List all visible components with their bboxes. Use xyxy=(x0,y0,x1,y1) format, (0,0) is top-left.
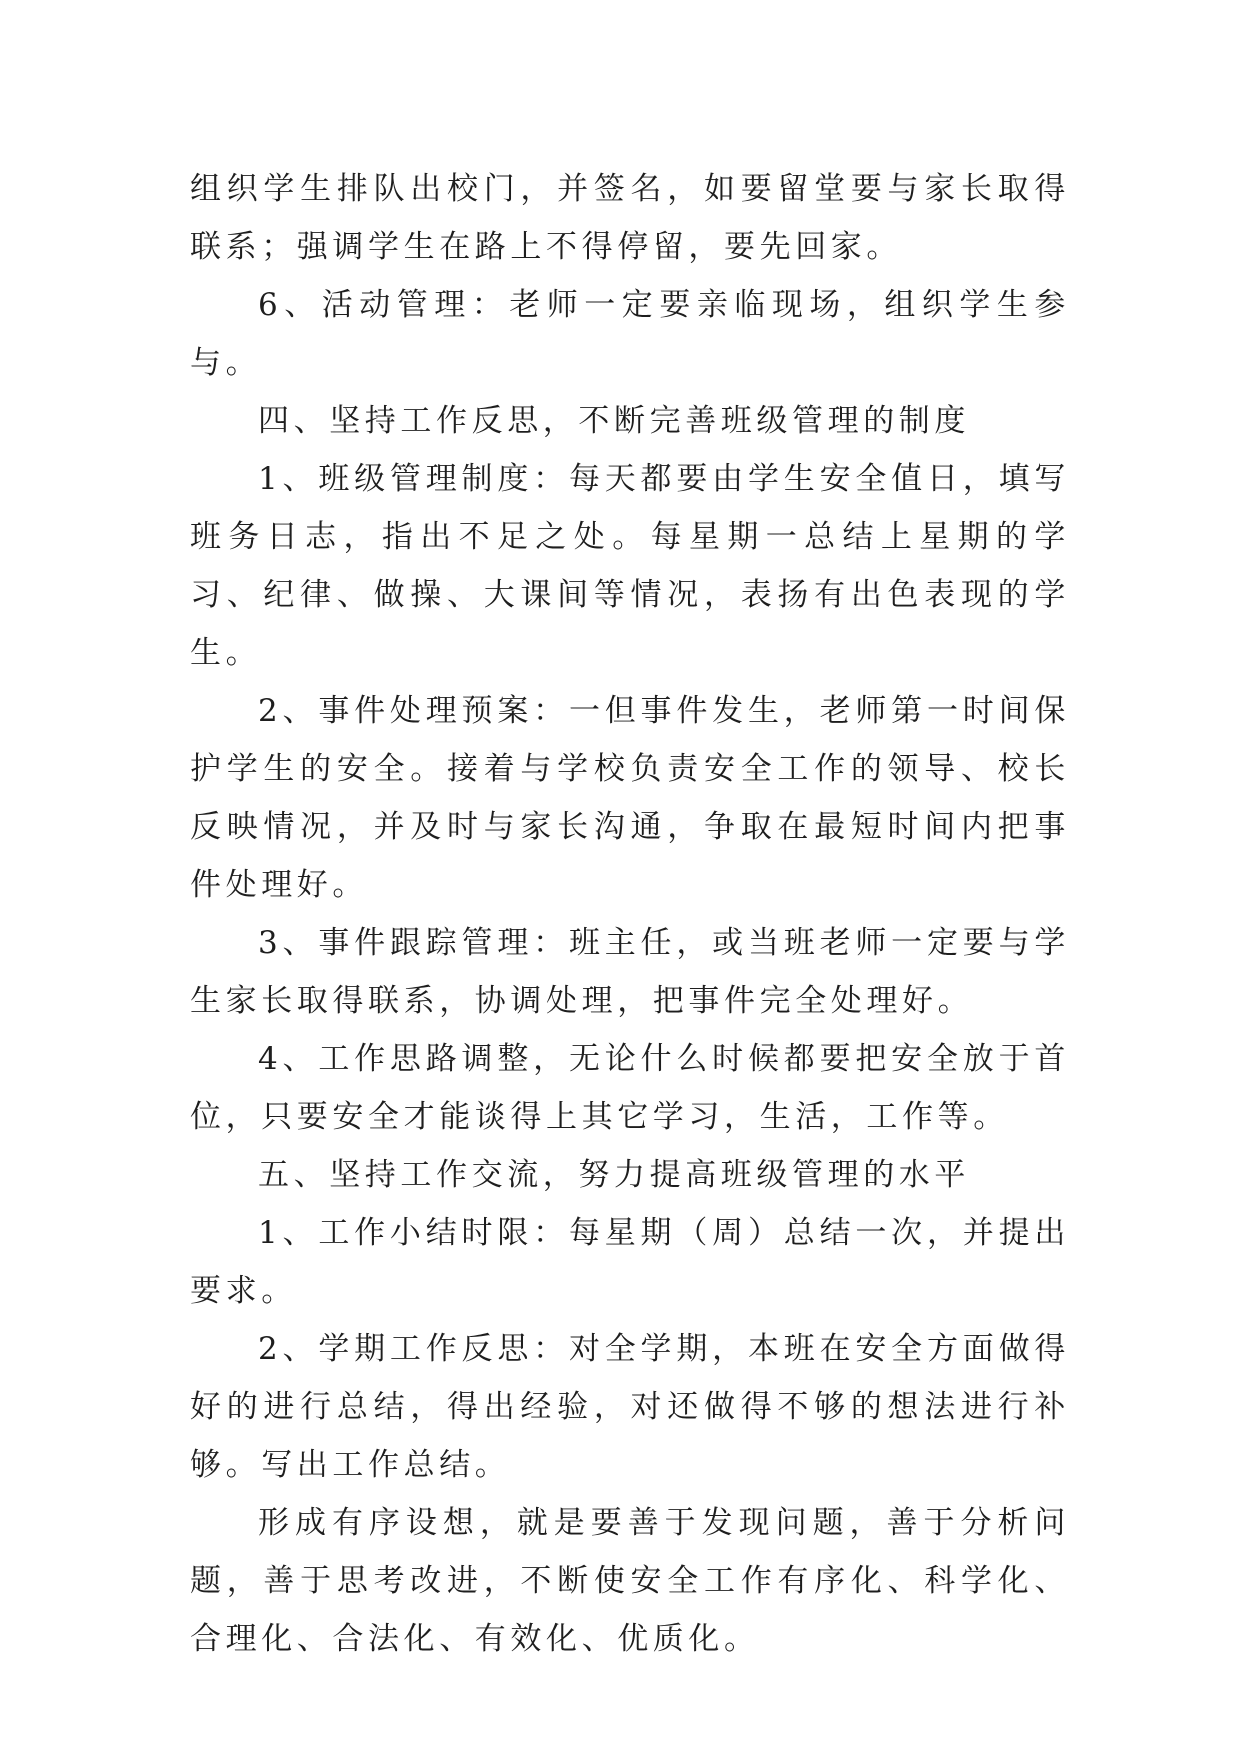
paragraph-2: 6、活动管理：老师一定要亲临现场，组织学生参与。 xyxy=(190,287,1070,381)
paragraph-5: 3、事件跟踪管理：班主任，或当班老师一定要与学生家长取得联系，协调处理，把事件完全处理好。 xyxy=(190,925,1070,1019)
paragraph-8: 2、学期工作反思：对全学期，本班在安全方面做得好的进行总结，得出经验，对还做得不够的想法进行补够。写出工作总结。 xyxy=(190,1331,1070,1483)
paragraph-9: 形成有序设想，就是要善于发现问题，善于分析问题，善于思考改进，不断使安全工作有序化、科学化、合理化、合法化、有效化、优质化。 xyxy=(190,1505,1070,1657)
paragraph-4: 2、事件处理预案：一但事件发生，老师第一时间保护学生的安全。接着与学校负责安全工作的领导、校长反映情况，并及时与家长沟通，争取在最短时间内把事件处理好。 xyxy=(190,693,1070,903)
paragraph-7: 1、工作小结时限：每星期（周）总结一次，并提出要求。 xyxy=(190,1215,1070,1309)
section-heading-5: 五、坚持工作交流，努力提高班级管理的水平 xyxy=(258,1157,970,1193)
paragraph-3: 1、班级管理制度：每天都要由学生安全值日，填写班务日志，指出不足之处。每星期一总结上星期的学习、纪律、做操、大课间等情况，表扬有出色表现的学生。 xyxy=(190,461,1070,671)
paragraph-6: 4、工作思路调整，无论什么时候都要把安全放于首位，只要安全才能谈得上其它学习，生活，工作等。 xyxy=(190,1041,1070,1135)
section-heading-4: 四、坚持工作反思，不断完善班级管理的制度 xyxy=(258,403,970,439)
document-body xyxy=(190,160,1070,1668)
paragraph-1: 组织学生排队出校门，并签名，如要留堂要与家长取得联系；强调学生在路上不得停留，要先回家。 xyxy=(190,171,1070,265)
